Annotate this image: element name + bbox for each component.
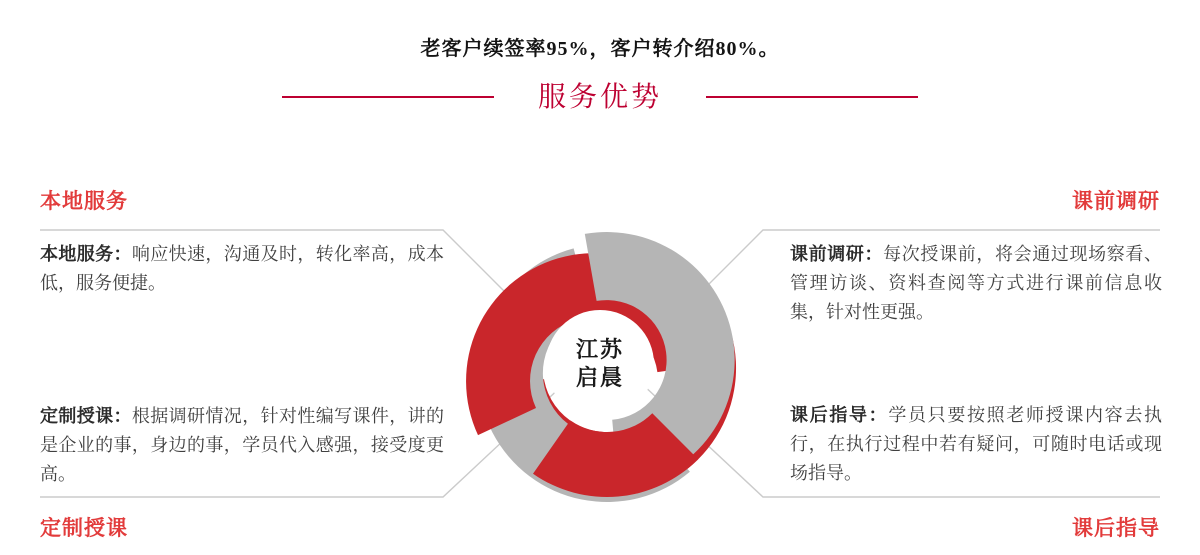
page-title: 服务优势 xyxy=(537,81,662,112)
company-name xyxy=(576,336,624,392)
banner-text: 老客户续签率95%，客户转介绍80%。 xyxy=(420,38,780,60)
section-body-local-service xyxy=(40,240,444,298)
section-text: 响应快速，沟通及时，转化率高，成本低，服务便捷。 xyxy=(40,244,444,293)
section-body-pre-class-research xyxy=(790,240,1162,327)
section-body-customized-teaching xyxy=(40,402,444,489)
section-lead: 课后指导： xyxy=(790,405,889,425)
section-heading-post-class-guidance: 课后指导 xyxy=(1072,517,1160,540)
section-lead: 本地服务： xyxy=(40,244,132,264)
section-text: 学员只要按照老师授课内容去执行，在执行过程中若有疑问，可随时电话或现场指导。 xyxy=(790,405,1163,483)
company-name-line2: 启晨 xyxy=(575,365,625,390)
section-heading-local-service: 本地服务 xyxy=(40,190,128,213)
section-text: 每次授课前，将会通过现场察看、管理访谈、资料查阅等方式进行课前信息收集，针对性更强。 xyxy=(790,244,1163,322)
section-lead: 课前调研： xyxy=(790,244,884,264)
section-body-post-class-guidance xyxy=(790,401,1162,488)
company-name-line1: 江苏 xyxy=(575,337,625,362)
section-lead: 定制授课： xyxy=(40,406,132,426)
section-heading-pre-class-research: 课前调研 xyxy=(1072,190,1160,213)
section-text: 根据调研情况，针对性编写课件，讲的是企业的事，身边的事，学员代入感强，接受度更高。 xyxy=(40,406,444,484)
section-heading-customized-teaching: 定制授课 xyxy=(40,517,128,540)
